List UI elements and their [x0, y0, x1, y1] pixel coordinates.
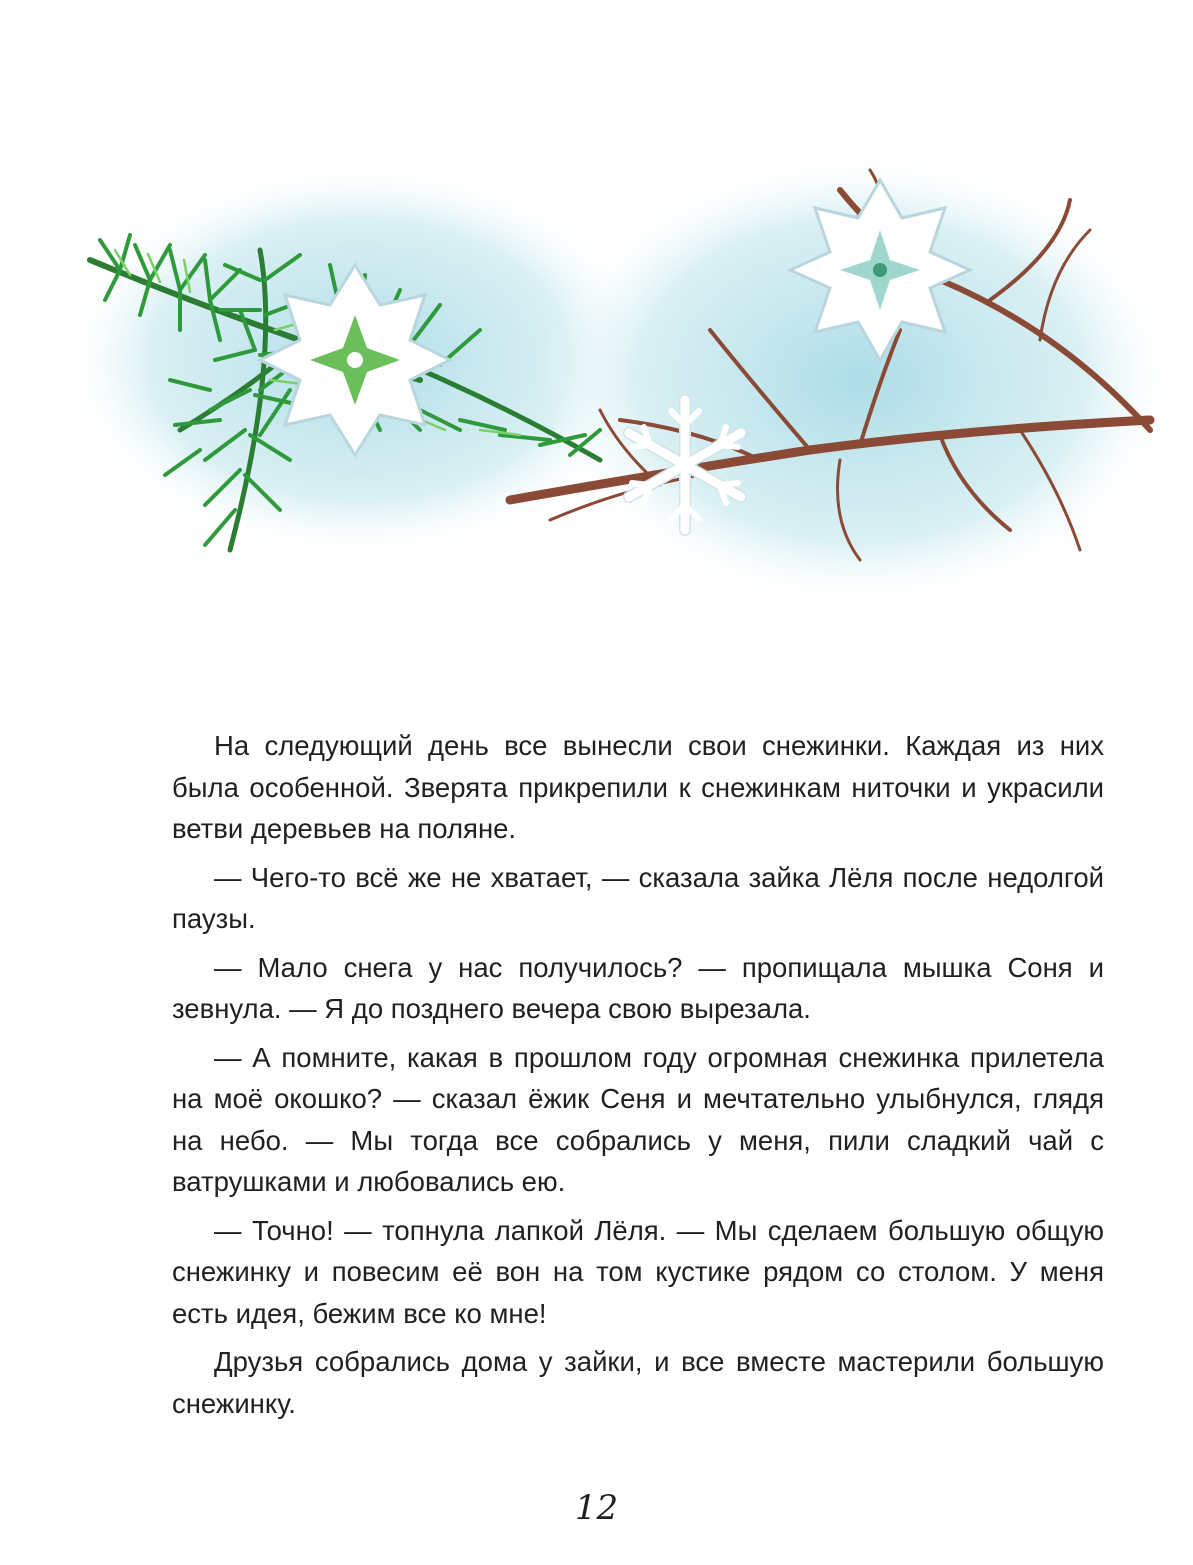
paragraph: — Чего-то всё же не хватает, — сказала зайка Лёля после недолгой паузы. [172, 861, 1104, 934]
paragraph: На следующий день все вынесли свои снежинки. Каждая из них была особенной. Зверята прикрепили к снежинкам ниточки и украсили ветви деревьев на поляне. [172, 730, 1104, 844]
page-number: 12 [574, 1488, 619, 1528]
paper-snowflake-icon [790, 180, 970, 360]
story-text [172, 725, 1104, 1431]
paragraph: Друзья собрались дома у зайки, и все вместе мастерили большую снежинку. [172, 1346, 1104, 1419]
paragraph: — А помните, какая в прошлом году огромная снежинка прилетела на моё окошко? — сказал ёжик Сеня и мечтательно улыбнулся, глядя на небо. — Мы тогда все собрались у меня, пили сладкий чай с ватрушками и любовались ею. [172, 1041, 1104, 1197]
paragraph: — Мало снега у нас получилось? — пропищала мышка Соня и зевнула. — Я до позднего вечера свою вырезала. [172, 951, 1104, 1024]
winter-branches-illustration [60, 130, 1170, 620]
paragraph: — Точно! — топнула лапкой Лёля. — Мы сделаем большую общую снежинку и повесим её вон на том кустике рядом со столом. У меня есть идея, бежим все ко мне! [172, 1214, 1104, 1329]
illustration [60, 130, 1170, 620]
